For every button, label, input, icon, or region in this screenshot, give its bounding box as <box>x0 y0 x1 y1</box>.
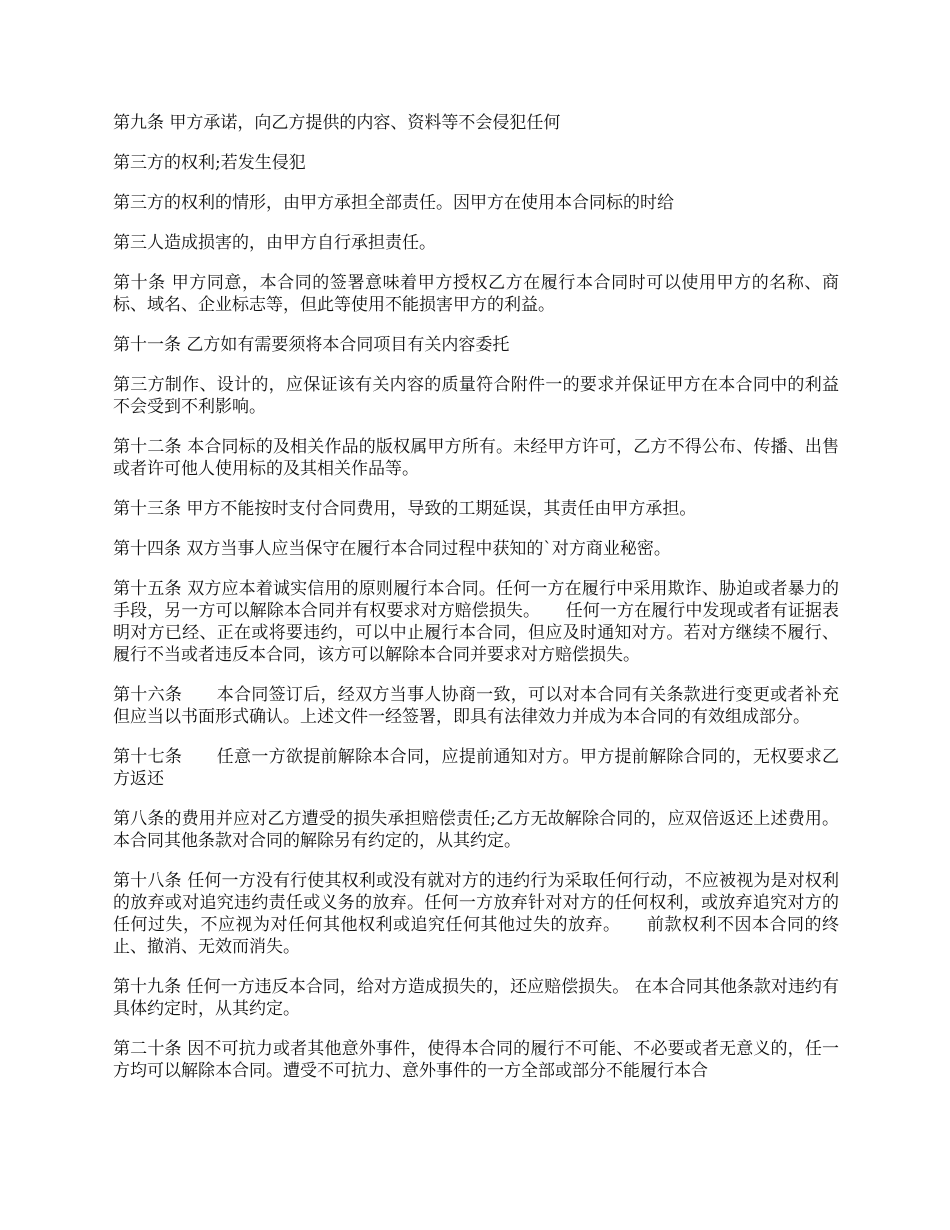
clause-10-paragraph: 第十条 甲方同意，本合同的签署意味着甲方授权乙方在履行本合同时可以使用甲方的名称、商标、域名、企业标志等，但此等使用不能损害甲方的利益。 <box>113 273 839 315</box>
clause-19-paragraph: 第十九条 任何一方违反本合同，给对方造成损失的，还应赔偿损失。 在本合同其他条款对违约有具体约定时，从其约定。 <box>113 977 839 1019</box>
clause-17-paragraph: 第十七条 任意一方欲提前解除本合同，应提前通知对方。甲方提前解除合同的，无权要求乙方返还 <box>113 747 839 789</box>
clause-13-paragraph: 第十三条 甲方不能按时支付合同费用，导致的工期延误，其责任由甲方承担。 <box>113 499 697 519</box>
document-body <box>113 112 839 1100</box>
clause-12-paragraph: 第十二条 本合同标的及相关作品的版权属甲方所有。未经甲方许可，乙方不得公布、传播、出售或者许可他人使用标的及其相关作品等。 <box>113 437 839 479</box>
clause-16-paragraph: 第十六条 本合同签订后，经双方当事人协商一致，可以对本合同有关条款进行变更或者补充但应当以书面形式确认。上述文件一经签署，即具有法律效力并成为本合同的有效组成部分。 <box>113 685 839 727</box>
clause-20-paragraph: 第二十条 因不可抗力或者其他意外事件，使得本合同的履行不可能、不必要或者无意义的，任一方均可以解除本合同。遭受不可抗力、意外事件的一方全部或部分不能履行本合 <box>113 1039 839 1081</box>
clause-17-continued-paragraph: 第八条的费用并应对乙方遭受的损失承担赔偿责任;乙方无故解除合同的，应双倍返还上述费用。本合同其他条款对合同的解除另有约定的，从其约定。 <box>113 809 839 851</box>
clause-14-paragraph: 第十四条 双方当事人应当保守在履行本合同过程中获知的`对方商业秘密。 <box>113 539 671 559</box>
clause-11-continued-paragraph: 第三方制作、设计的，应保证该有关内容的质量符合附件一的要求并保证甲方在本合同中的利益不会受到不利影响。 <box>113 375 839 417</box>
clause-15-paragraph: 第十五条 双方应本着诚实信用的原则履行本合同。任何一方在履行中采用欺诈、胁迫或者暴力的手段，另一方可以解除本合同并有权要求对方赔偿损失。 任何一方在履行中发现或者有证据表明对方已经、正在或将要违约，可以中止履行本合同，但应及时通知对方。若对方继续不履行、履行不当或者违反本合同，该方可以解除本合同并要求对方赔偿损失。 <box>113 579 839 665</box>
clause-9-continued-paragraph: 第三方的权利;若发生侵犯 <box>113 153 306 173</box>
clause-18-paragraph: 第十八条 任何一方没有行使其权利或没有就对方的违约行为采取任何行动，不应被视为是对权利的放弃或对追究违约责任或义务的放弃。任何一方放弃针对对方的任何权利，或放弃追究对方的任何过失，不应视为对任何其他权利或追究任何其他过失的放弃。 前款权利不因本合同的终止、撤消、无效而消失。 <box>113 871 839 957</box>
clause-9-liability-paragraph: 第三方的权利的情形，由甲方承担全部责任。因甲方在使用本合同标的时给 <box>113 193 674 213</box>
clause-9-damage-paragraph: 第三人造成损害的，由甲方自行承担责任。 <box>113 233 436 253</box>
clause-11-paragraph: 第十一条 乙方如有需要须将本合同项目有关内容委托 <box>113 335 510 355</box>
clause-9-paragraph: 第九条 甲方承诺，向乙方提供的内容、资料等不会侵犯任何 <box>113 113 561 133</box>
